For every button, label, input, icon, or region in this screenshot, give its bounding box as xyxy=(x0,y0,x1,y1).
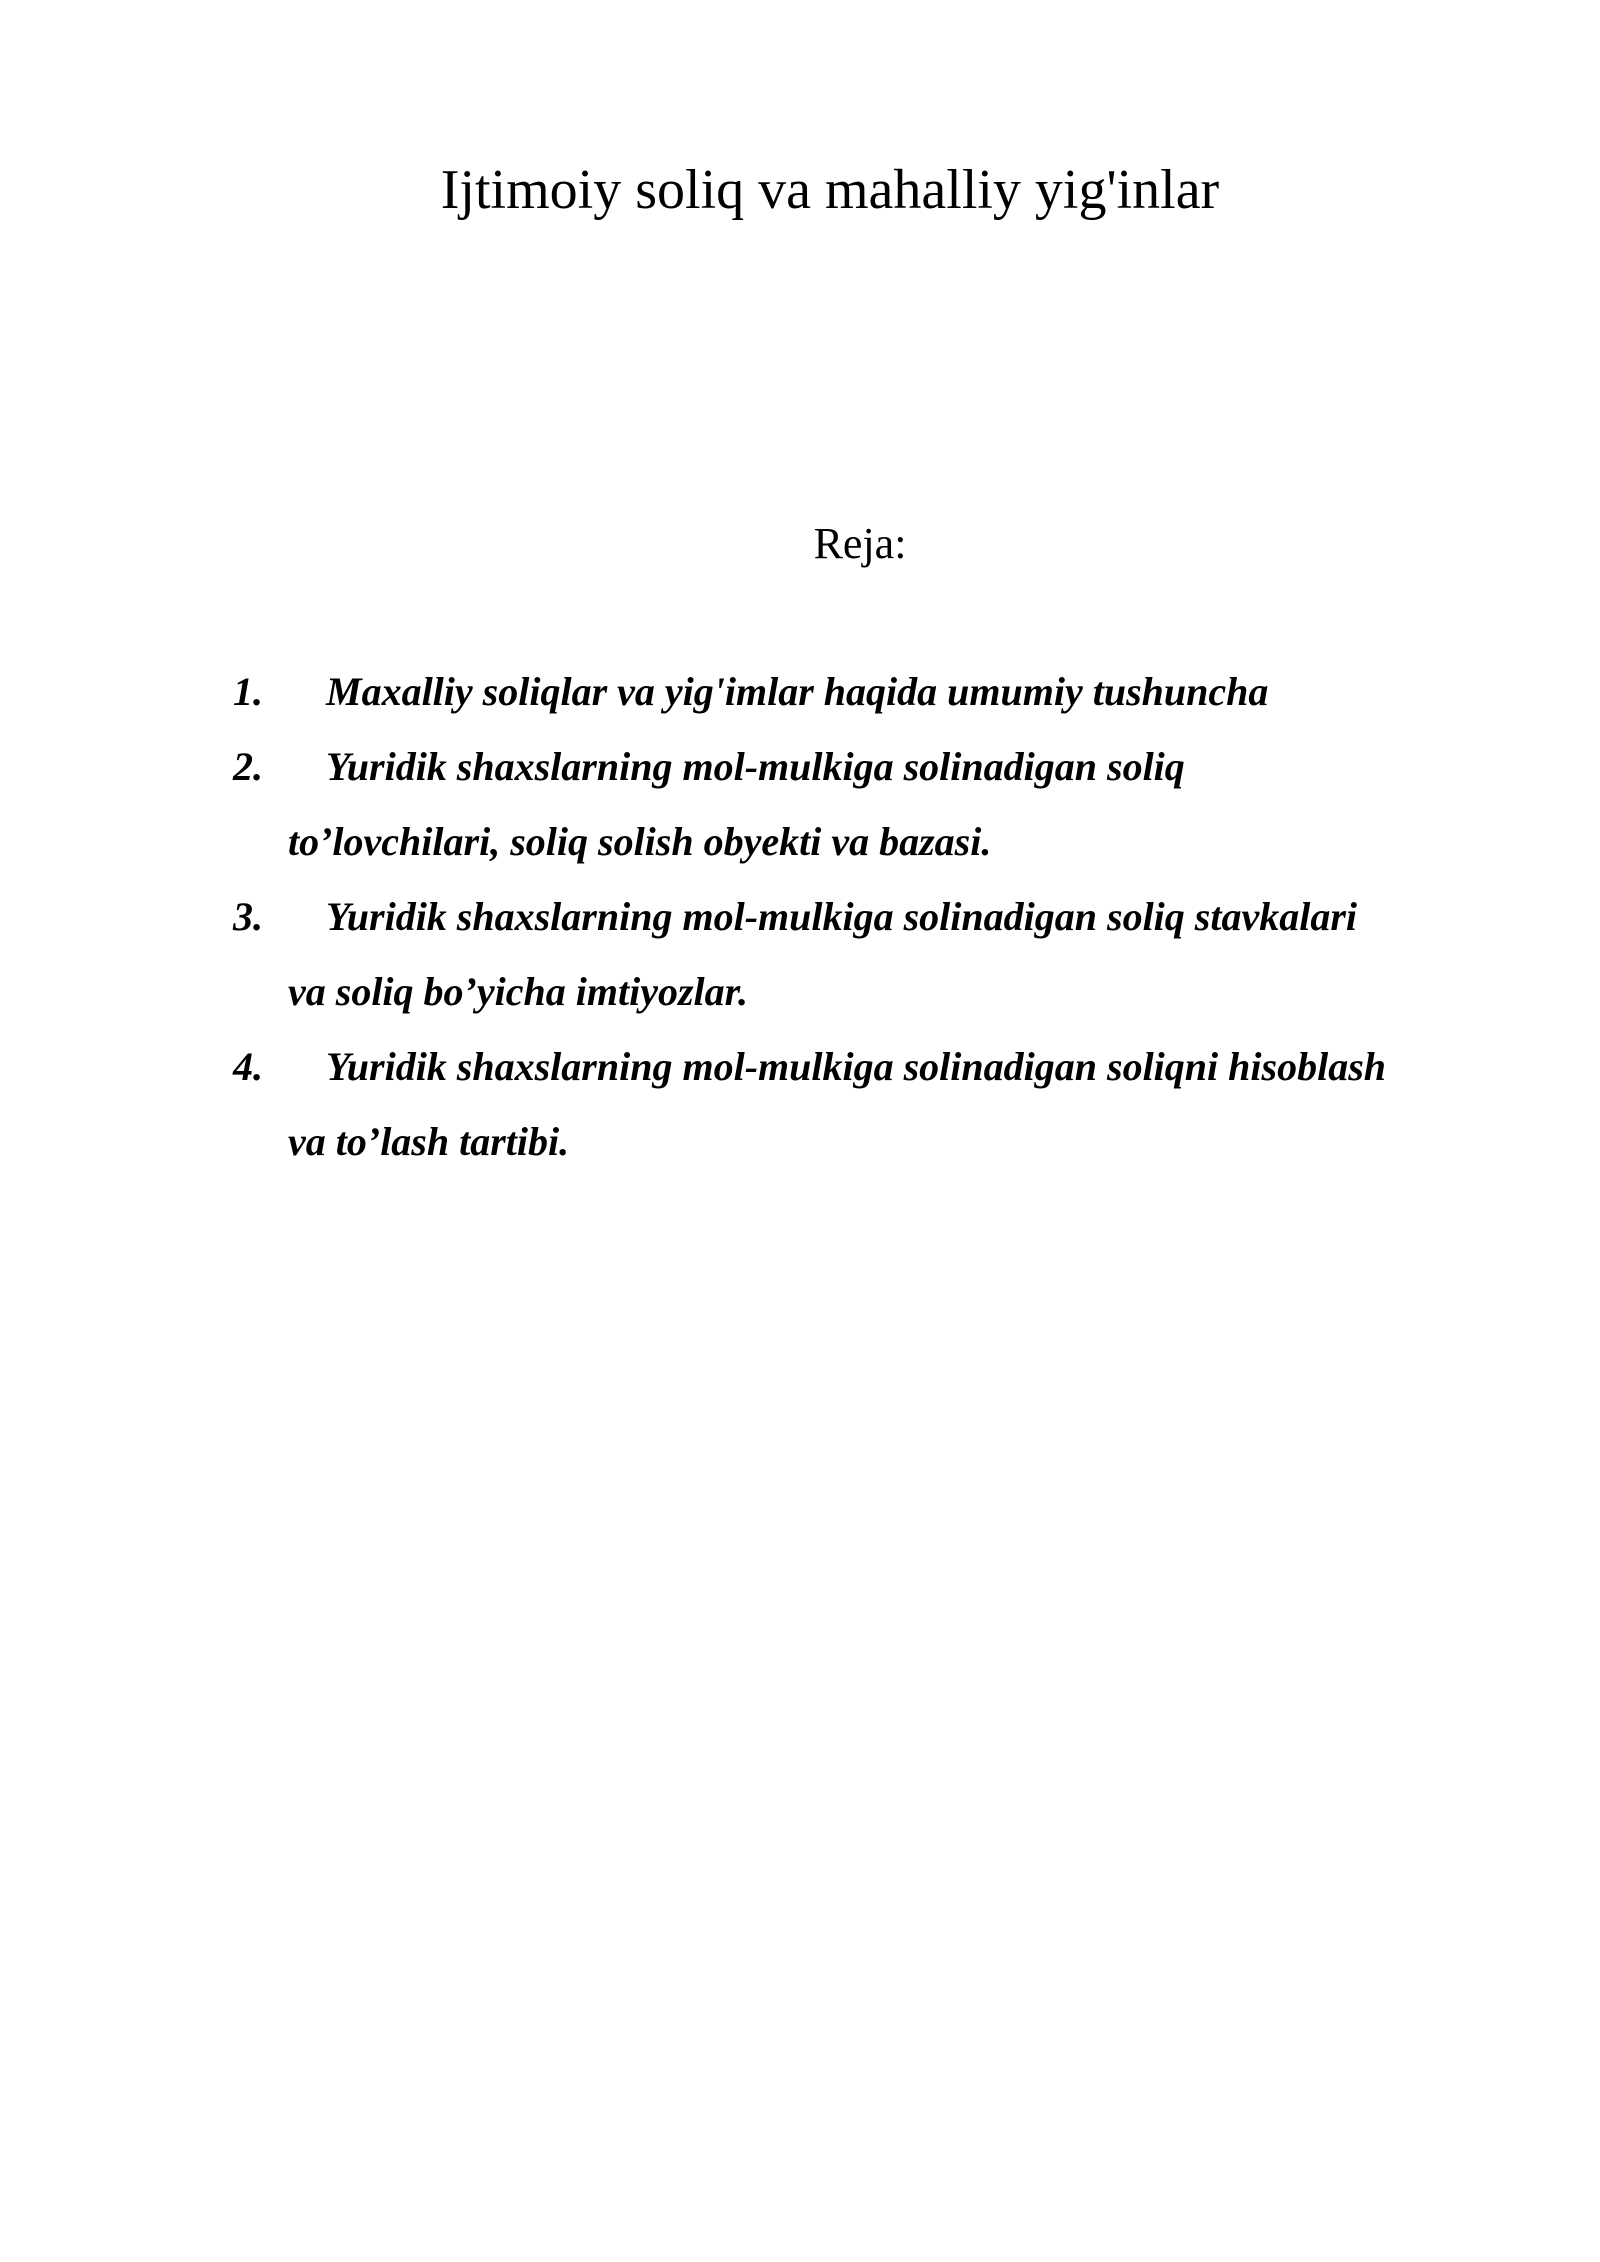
plan-item-text: Yuridik shaxslarning mol-mulkiga solinadigan soliqni hisoblash xyxy=(326,1044,1386,1089)
plan-heading: Reja: xyxy=(813,519,907,568)
plan-item-text: Yuridik shaxslarning mol-mulkiga solinadigan soliq xyxy=(326,744,1185,789)
plan-item-3 xyxy=(233,879,1533,1029)
plan-item-text-continued: va soliq bo’yicha imtiyozlar. xyxy=(288,969,748,1014)
plan-item-2 xyxy=(233,729,1533,879)
plan-list xyxy=(233,654,1533,1179)
plan-item-text: Maxalliy soliqlar va yig'imlar haqida umumiy tushuncha xyxy=(326,669,1269,714)
plan-item-number: 1. xyxy=(233,669,263,714)
plan-item-number: 3. xyxy=(233,894,263,939)
document-title: Ijtimoiy soliq va mahalliy yig'inlar xyxy=(440,159,1220,221)
plan-item-text-continued: va to’lash tartibi. xyxy=(288,1119,570,1164)
plan-item-4 xyxy=(233,1029,1533,1179)
plan-item-number: 4. xyxy=(233,1044,263,1089)
plan-item-text: Yuridik shaxslarning mol-mulkiga solinadigan soliq stavkalari xyxy=(326,894,1358,939)
plan-item-number: 2. xyxy=(233,744,263,789)
plan-item-1 xyxy=(233,654,1533,729)
plan-item-text-continued: to’lovchilari, soliq solish obyekti va bazasi. xyxy=(288,819,992,864)
